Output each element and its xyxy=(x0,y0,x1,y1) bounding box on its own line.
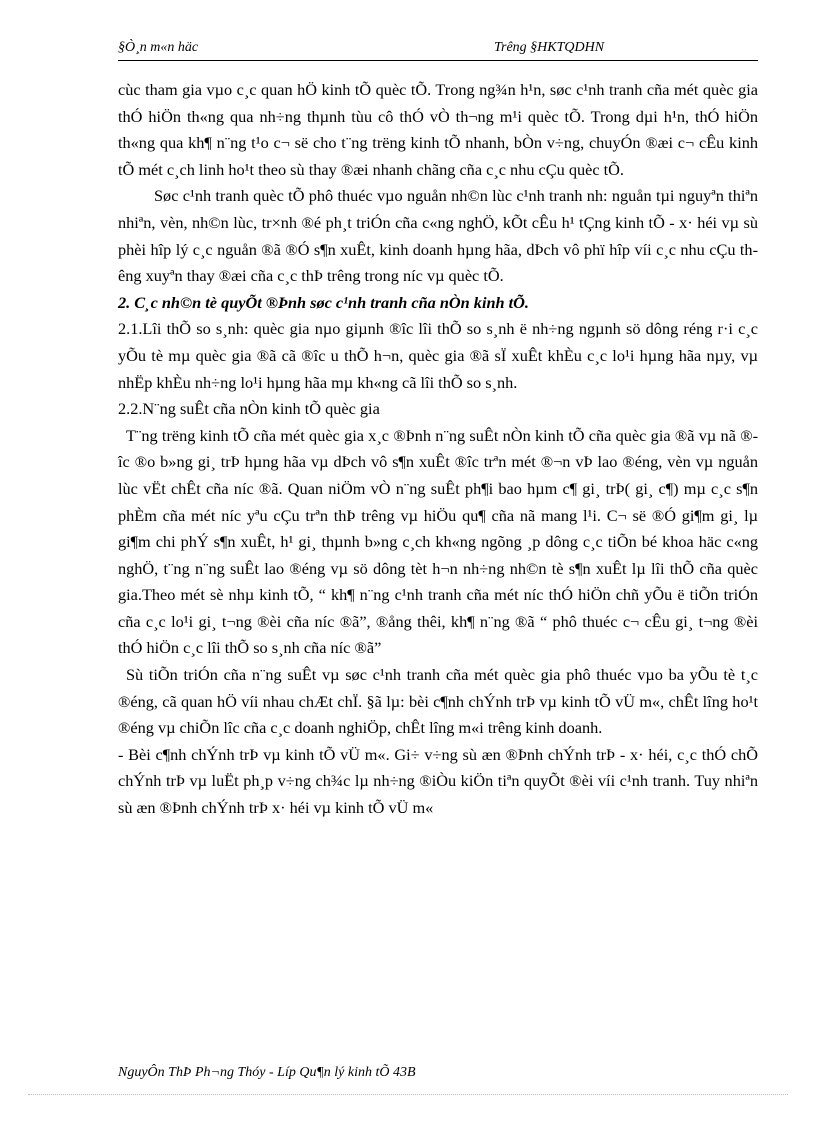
header-divider xyxy=(118,60,758,61)
section-heading-2: 2. C¸c nh©n tè quyÕt ®Þnh søc c¹nh tranh cña nÒn kinh tÕ. xyxy=(118,292,530,312)
header-university: Trêng §HKTQDHN xyxy=(494,40,605,55)
paragraph-political-context: - Bèi c¶nh chÝnh trÞ vµ kinh tÕ vÜ m«. Gi÷ v÷ng sù æn ®Þnh chÝnh trÞ - x· héi, c¸c thÓ chÕ chÝnh trÞ vµ luËt ph¸p v÷ng ch¾c lµ nh÷ng ®iÒu kiÖn tiªn quyÕt ®èi víi c¹nh tranh. Tuy nhiªn sù æn ®Þnh chÝnh trÞ x· héi vµ kinh tÕ vÜ m« xyxy=(118,744,758,818)
paragraph-productivity: T¨ng trëng kinh tÕ cña mét quèc gia x¸c ®Þnh n¨ng suÊt nÒn kinh tÕ cña quèc gia ®ã vµ nã ®îc ®o b»ng gi¸ trÞ hµng hãa vµ dÞch vô s¶n xuÊt ®îc trªn mét ®¬n vÞ lao ®éng, vèn vµ nguån lùc vËt chÊt cña níc ®ã. Quan niÖm vÒ n¨ng suÊt ph¶i bao hµm c¶ gi¸ trÞ( gi¸ c¶) mµ c¸c s¶n phÈm cña mét níc yªu cÇu trªn thÞ trêng vµ hiÖu qu¶ cña nã mang l¹i. C¬ së ®Ó gi¶m gi¸ lµ gi¶m chi phÝ s¶n xuÊt, h¹ gi¸ thµnh b»ng c¸ch kh«ng ngõng ¸p dông c¸c tiÕn bé khoa häc c«ng nghÖ, t¨ng n¨ng suÊt lao ®éng vµ sö dông tèt h¬n nh÷ng nh©n tè s¶n xuÊt lµ lîi thÕ cña quèc gia.Theo mét sè nhµ kinh tÕ, “ kh¶ n¨ng c¹nh tranh cña mét níc thÓ hiÖn chñ yÕu ë tiÕn triÓn cña c¸c lo¹i gi¸ t¬ng ®èi cña níc ®ã”, ®ång thêi, kh¶ n¨ng ®ã “ phô thuéc c¬ cÊu gi¸ t¬ng ®èi thÓ hiÖn c¸c lîi thÕ so s¸nh cña níc ®ã” xyxy=(118,425,758,658)
subheading-productivity: 2.2.N¨ng suÊt cña nÒn kinh tÕ quèc gia xyxy=(118,399,380,419)
footer-divider xyxy=(28,1094,788,1095)
paragraph-three-factors: Sù tiÕn triÓn cña n¨ng suÊt vµ søc c¹nh tranh cña mét quèc gia phô thuéc vµo ba yÕu tè t¸c ®éng, cã quan hÖ víi nhau chÆt chÏ. §ã lµ: bèi c¶nh chÝnh trÞ vµ kinh tÕ vÜ m«, chÊt lîng ho¹t ®éng vµ chiÕn lîc cña c¸c doanh nghiÖp, chÊt lîng m«i trêng kinh doanh. xyxy=(118,665,758,738)
page-header xyxy=(118,38,758,60)
header-course-title: §Ò¸n m«n häc xyxy=(118,40,199,55)
paragraph-competitiveness-factors: Søc c¹nh tranh quèc tÕ phô thuéc vµo nguån nh©n lùc c¹nh tranh nh: nguån tµi nguyªn thiªn nhiªn, vèn, nh©n lùc, tr×nh ®é ph¸t triÓn cña c«ng nghÖ, kÕt cÊu h¹ tÇng kinh tÕ - x· héi vµ sù phèi hîp lý c¸c nguån ®ã ®Ó s¶n xuÊt, kinh doanh hµng hãa, dÞch vô phï hîp víi c¸c nhu cÇu thêng xuyªn thay ®æi cña c¸c thÞ trêng trong níc vµ quèc tÕ. xyxy=(118,186,758,286)
paragraph-comparative-advantage: 2.1.Lîi thÕ so s¸nh: quèc gia nµo giµnh ®îc lîi thÕ so s¸nh ë nh÷ng ngµnh sö dông réng r·i c¸c yÕu tè mµ quèc gia ®ã cã ®îc u thÕ h¬n, quèc gia ®ã sÏ xuÊt khÈu c¸c lo¹i hµng hãa nµy, vµ nhËp khÈu nh÷ng lo¹i hµng hãa mµ kh«ng cã lîi thÕ so s¸nh. xyxy=(118,319,758,392)
document-body xyxy=(118,77,758,822)
page-footer-author: NguyÔn ThÞ Ph¬ng Thóy - Líp Qu¶n lý kinh tÕ 43B xyxy=(118,1065,416,1080)
paragraph-intro-continuation: cùc tham gia vµo c¸c quan hÖ kinh tÕ quèc tÕ. Trong ng¾n h¹n, søc c¹nh tranh cña mét quèc gia thÓ hiÖn th«ng qua nh÷ng thµnh tùu cô thÓ vÒ th¬ng m¹i quèc tÕ. Trong dµi h¹n, thÓ hiÖn th«ng qua kh¶ n¨ng t¹o c¬ së cho t¨ng trëng kinh tÕ nhanh, bÒn v÷ng, chuyÓn ®æi c¬ cÊu kinh tÕ mét c¸ch linh ho¹t theo sù thay ®æi nhanh chãng cña c¸c nhu cÇu quèc tÕ. xyxy=(118,80,758,179)
